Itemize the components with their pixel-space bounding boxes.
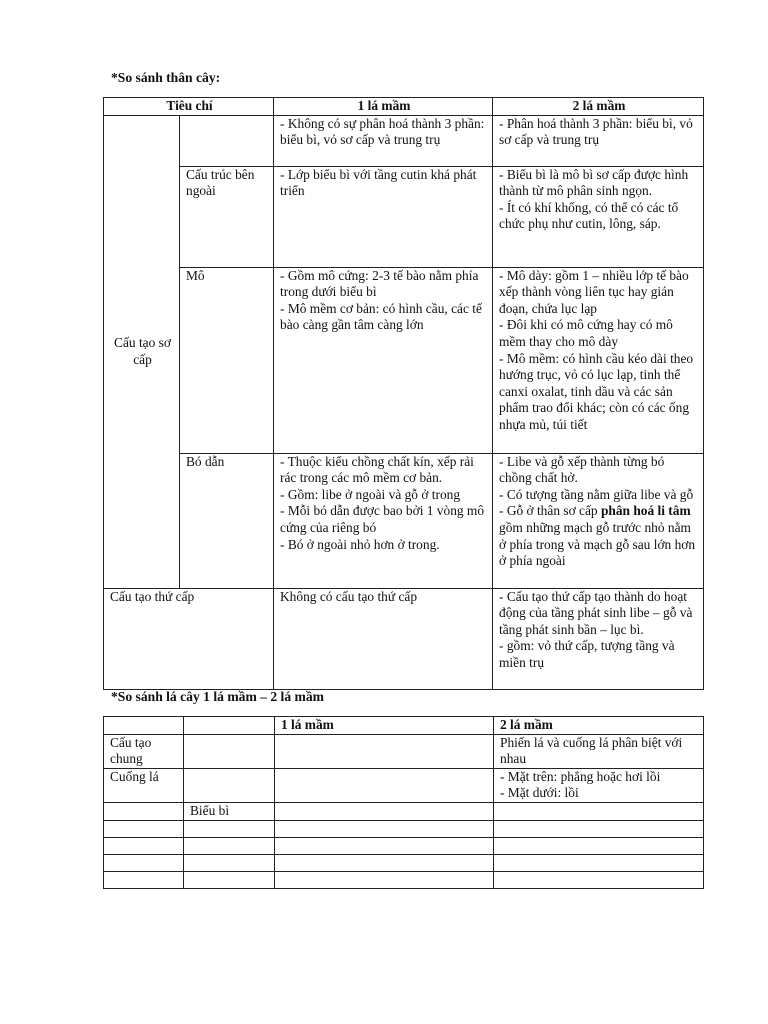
empty-cell [184, 717, 275, 735]
text-line: - Mặt trên: phẳng hoặc hơi lồi [500, 768, 661, 784]
header-monocot: 1 lá mầm [275, 717, 494, 735]
table-row [104, 115, 704, 166]
table-row [104, 768, 704, 802]
petiole-label: Cuống lá [104, 768, 184, 802]
cell-mono-division: - Không có sự phân hoá thành 3 phần: biểu bì, vỏ sơ cấp và trung trụ [274, 115, 493, 166]
empty-cell [275, 854, 494, 871]
text-line: - Biểu bì là mô bì sơ cấp được hình thành từ mô phân sinh ngọn. [499, 166, 689, 199]
empty-cell [275, 820, 494, 837]
empty-cell [184, 734, 275, 768]
empty-cell [275, 734, 494, 768]
text-line: - Bó ở ngoài nhỏ hơn ở trong. [280, 536, 440, 552]
epidermis-label: Biểu bì [184, 802, 275, 820]
stem-comparison-table [103, 97, 704, 690]
text-line: - Mô dày: gồm 1 – nhiều lớp tế bào xếp thành vòng liên tục hay gián đoạn, chứa lục lạp [499, 267, 689, 316]
cell-dicot-outer [493, 166, 704, 267]
text-line: - Gồm mô cứng: 2-3 tế bào nằm phía trong dưới biểu bì [280, 267, 479, 300]
empty-cell [104, 820, 184, 837]
table-row [104, 588, 704, 689]
text-line: - Mặt dưới: lồi [500, 785, 579, 801]
empty-cell [184, 837, 275, 854]
cell-mono-secondary: Không có cấu tạo thứ cấp [274, 588, 493, 689]
empty-cell [275, 871, 494, 888]
text-run: gồm những mạch gỗ trước nhỏ nằm ở phía trong và mạch gỗ sau lớn hơn ở phía ngoài [499, 519, 696, 569]
header-dicot: 2 lá mầm [493, 98, 704, 116]
leaf-comparison-heading: *So sánh lá cây 1 lá mầm – 2 lá mầm [111, 689, 324, 704]
table-row [104, 267, 704, 453]
table-row [104, 871, 704, 888]
table-row [104, 820, 704, 837]
cell-dicot-petiole [494, 768, 704, 802]
empty-cell [494, 802, 704, 820]
cell-mono-outer: - Lớp biểu bì với tầng cutin khá phát triển [274, 166, 493, 267]
outer-structure-label: Cấu trúc bên ngoài [180, 166, 274, 267]
stem-comparison-heading: *So sánh thân cây: [111, 70, 221, 85]
empty-cell [104, 854, 184, 871]
text-line: - Đôi khi có mô cứng hay có mô mềm thay cho mô dày [499, 317, 673, 349]
empty-cell [494, 854, 704, 871]
text-line: - Cấu tạo thứ cấp tạo thành do hoạt động của tầng phát sinh libe – gỗ và tầng phát sinh bần – lục bì. [499, 588, 693, 637]
cell-mono-bundle [274, 453, 493, 588]
text-line: - Mô mềm cơ bản: có hình cầu, các tế bào càng gần tâm càng lớn [280, 300, 482, 333]
text-line: - Gồm: libe ở ngoài và gỗ ở trong [280, 486, 461, 502]
cell-dicot-tissue [493, 267, 704, 453]
header-criteria: Tiêu chí [104, 98, 274, 116]
tissue-label: Mô [180, 267, 274, 453]
text-line: - Libe và gỗ xếp thành từng bó chồng chất hở. [499, 453, 665, 486]
empty-cell [104, 802, 184, 820]
text-line: - Mô mềm: có hình cầu kéo dài theo hướng trục, vỏ có lục lạp, tinh thể canxi oxalat, tinh dầu và các sản phẩm trao đổi khác; còn có các ống nhựa mủ, túi tiết [499, 350, 694, 432]
table-header-row [104, 717, 704, 735]
empty-cell [184, 871, 275, 888]
empty-cell [494, 837, 704, 854]
header-dicot: 2 lá mầm [494, 717, 704, 735]
empty-cell [275, 802, 494, 820]
leaf-comparison-table [103, 716, 704, 889]
table-row [104, 802, 704, 820]
empty-cell [494, 820, 704, 837]
text-line: - Thuộc kiểu chồng chất kín, xếp rải rác trong các mô mềm cơ bản. [280, 453, 474, 486]
empty-cell [184, 768, 275, 802]
empty-cell [184, 820, 275, 837]
table-row [104, 166, 704, 267]
general-structure-label: Cấu tạo chung [104, 734, 184, 768]
text-line: - Ít có khí khổng, có thể có các tổ chức phụ như cutin, lông, sáp. [499, 199, 679, 232]
table-row [104, 734, 704, 768]
empty-cell [184, 854, 275, 871]
cell-dicot-secondary [493, 588, 704, 689]
table-row [104, 837, 704, 854]
empty-cell [104, 871, 184, 888]
empty-cell [104, 837, 184, 854]
secondary-structure-label: Cấu tạo thứ cấp [104, 588, 274, 689]
table-header-row [104, 98, 704, 116]
cell-dicot-bundle [493, 453, 704, 588]
table-row [104, 453, 704, 588]
header-monocot: 1 lá mầm [274, 98, 493, 116]
empty-cell [275, 768, 494, 802]
text-line: - Mỗi bó dẫn được bao bởi 1 vòng mô cứng của riêng bó [280, 503, 485, 535]
cell-dicot-division: - Phân hoá thành 3 phần: biểu bì, vỏ sơ cấp và trung trụ [493, 115, 704, 166]
empty-cell [180, 115, 274, 166]
text-run: - Gỗ ở thân sơ cấp [499, 503, 601, 519]
text-line [499, 503, 699, 569]
text-line: - gồm: vỏ thứ cấp, tượng tầng và miền trụ [499, 638, 675, 670]
empty-cell [494, 871, 704, 888]
empty-cell [104, 717, 184, 735]
cell-dicot-general: Phiến lá và cuống lá phân biệt với nhau [494, 734, 704, 768]
cell-mono-tissue [274, 267, 493, 453]
emphasis-text: phân hoá li tâm [600, 503, 691, 519]
empty-cell [275, 837, 494, 854]
vascular-bundle-label: Bó dẫn [180, 453, 274, 588]
primary-structure-label: Cấu tạo sơ cấp [104, 115, 180, 588]
text-line: - Có tượng tầng nằm giữa libe và gỗ [499, 486, 694, 502]
table-row [104, 854, 704, 871]
